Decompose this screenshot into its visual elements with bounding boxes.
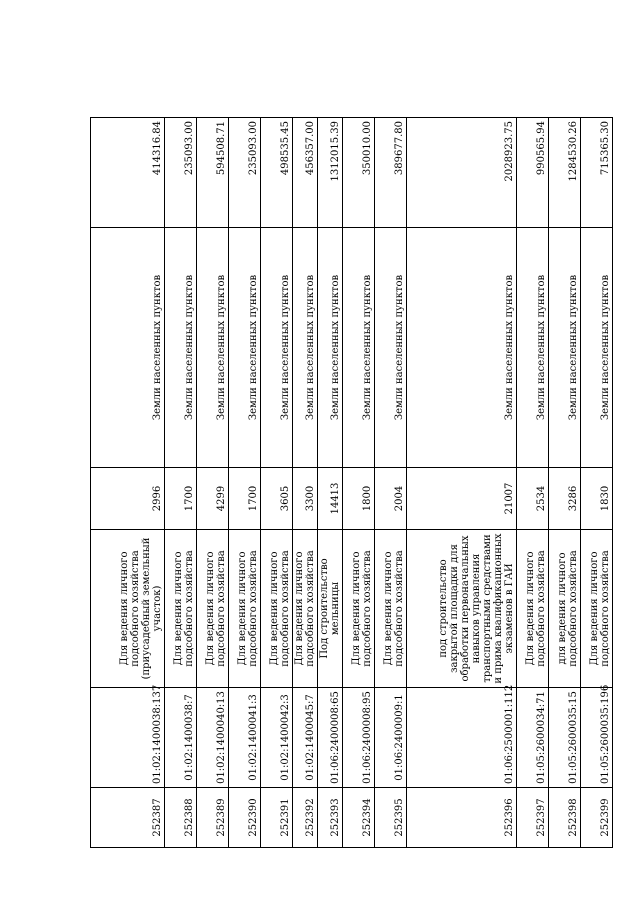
cadastral-value-cell: 235093.00 — [165, 118, 197, 228]
permitted-use-cell: Для ведения личного подсобного хозяйства — [581, 530, 613, 688]
permitted-use-cell: Под строительство мельницы — [318, 530, 343, 688]
table-row — [229, 118, 261, 848]
land-category-cell: Земли населенных пунктов — [165, 228, 197, 468]
area-cell: 1800 — [343, 468, 375, 530]
cadastral-number-cell: 01:02:1400042:3 — [261, 688, 293, 788]
table-row — [318, 118, 343, 848]
row-number-cell: 252391 — [261, 788, 293, 848]
row-number-cell: 252387 — [91, 788, 165, 848]
cadastral-number-cell: 01:05:2600034:71 — [517, 688, 549, 788]
permitted-use-cell: для ведения личного подсобного хозяйства — [549, 530, 581, 688]
cadastral-number-cell: 01:02:1400040:13 — [197, 688, 229, 788]
area-cell: 1830 — [581, 468, 613, 530]
area-cell: 3286 — [549, 468, 581, 530]
cadastral-number-cell: 01:02:1400038:137 — [91, 688, 165, 788]
cadastral-number-cell: 01:05:2600035:196 — [581, 688, 613, 788]
cadastral-value-cell: 1284530.26 — [549, 118, 581, 228]
table-row — [517, 118, 549, 848]
cadastral-number-cell: 01:02:1400038:7 — [165, 688, 197, 788]
table-row — [91, 118, 165, 848]
land-category-cell: Земли населенных пунктов — [197, 228, 229, 468]
cadastral-value-cell: 498535.45 — [261, 118, 293, 228]
cadastral-value-cell: 389677.80 — [375, 118, 407, 228]
row-number-cell: 252393 — [318, 788, 343, 848]
cadastral-value-cell: 235093.00 — [229, 118, 261, 228]
row-number-cell: 252388 — [165, 788, 197, 848]
cadastral-number-cell: 01:06:2400009:1 — [375, 688, 407, 788]
cadastral-number-cell: 01:05:2600035:15 — [549, 688, 581, 788]
land-category-cell: Земли населенных пунктов — [91, 228, 165, 468]
cadastral-value-cell: 990565.94 — [517, 118, 549, 228]
area-cell: 1700 — [229, 468, 261, 530]
area-cell: 21007 — [407, 468, 517, 530]
permitted-use-cell: Для ведения личного подсобного хозяйства — [197, 530, 229, 688]
permitted-use-cell: Для ведения личного подсобного хозяйства — [229, 530, 261, 688]
row-number-cell: 252394 — [343, 788, 375, 848]
cadastral-number-cell: 01:06:2400008:65 — [318, 688, 343, 788]
row-number-cell: 252397 — [517, 788, 549, 848]
land-category-cell: Земли населенных пунктов — [293, 228, 318, 468]
permitted-use-cell: Для ведения личного подсобного хозяйства — [375, 530, 407, 688]
area-cell: 3605 — [261, 468, 293, 530]
area-cell: 1700 — [165, 468, 197, 530]
table-row — [293, 118, 318, 848]
table-body — [91, 118, 613, 848]
area-cell: 14413 — [318, 468, 343, 530]
permitted-use-cell: Для ведения личного подсобного хозяйства — [343, 530, 375, 688]
cadastral-value-cell: 414316.84 — [91, 118, 165, 228]
cadastral-value-cell: 350010.00 — [343, 118, 375, 228]
land-category-cell: Земли населенных пунктов — [375, 228, 407, 468]
row-number-cell: 252390 — [229, 788, 261, 848]
table-row — [549, 118, 581, 848]
cadastral-number-cell: 01:06:2400008:95 — [343, 688, 375, 788]
land-category-cell: Земли населенных пунктов — [318, 228, 343, 468]
cadastral-value-cell: 456357.00 — [293, 118, 318, 228]
area-cell: 2534 — [517, 468, 549, 530]
area-cell: 2004 — [375, 468, 407, 530]
land-category-cell: Земли населенных пунктов — [549, 228, 581, 468]
land-category-cell: Земли населенных пунктов — [229, 228, 261, 468]
area-cell: 4299 — [197, 468, 229, 530]
land-category-cell: Земли населенных пунктов — [261, 228, 293, 468]
permitted-use-cell: Для ведения личного подсобного хозяйства — [261, 530, 293, 688]
table-row — [197, 118, 229, 848]
cadastral-number-cell: 01:06:2500001:112 — [407, 688, 517, 788]
row-number-cell: 252399 — [581, 788, 613, 848]
cadastral-value-cell: 2028923.75 — [407, 118, 517, 228]
cadastral-value-cell: 594508.71 — [197, 118, 229, 228]
row-number-cell: 252389 — [197, 788, 229, 848]
table-row — [407, 118, 517, 848]
land-category-cell: Земли населенных пунктов — [581, 228, 613, 468]
land-category-cell: Земли населенных пунктов — [343, 228, 375, 468]
rotated-table-container — [90, 118, 611, 848]
area-cell: 2996 — [91, 468, 165, 530]
row-number-cell: 252392 — [293, 788, 318, 848]
cadastral-number-cell: 01:02:1400041:3 — [229, 688, 261, 788]
permitted-use-cell: Для ведения личного подсобного хозяйства (приусадебный земельный участок) — [91, 530, 165, 688]
area-cell: 3300 — [293, 468, 318, 530]
table-row — [343, 118, 375, 848]
permitted-use-cell: под строительство закрытой площадки для обработки первоначальных навыков управления транспортными средствами и прима квалификационных экзаменов в ГАИ — [407, 530, 517, 688]
table-row — [261, 118, 293, 848]
permitted-use-cell: Для ведения личного подсобного хозяйства — [517, 530, 549, 688]
row-number-cell: 252396 — [407, 788, 517, 848]
table-row — [581, 118, 613, 848]
cadastral-value-cell: 1312015.39 — [318, 118, 343, 228]
cadastral-number-cell: 01:02:1400045:7 — [293, 688, 318, 788]
cadastral-value-cell: 715365.30 — [581, 118, 613, 228]
row-number-cell: 252398 — [549, 788, 581, 848]
table-row — [165, 118, 197, 848]
land-plots-table — [90, 117, 613, 848]
table-row — [375, 118, 407, 848]
permitted-use-cell: Для ведения личного подсобного хозяйства — [293, 530, 318, 688]
row-number-cell: 252395 — [375, 788, 407, 848]
land-category-cell: Земли населенных пунктов — [517, 228, 549, 468]
land-category-cell: Земли населенных пунктов — [407, 228, 517, 468]
permitted-use-cell: Для ведения личного подсобного хозяйства — [165, 530, 197, 688]
